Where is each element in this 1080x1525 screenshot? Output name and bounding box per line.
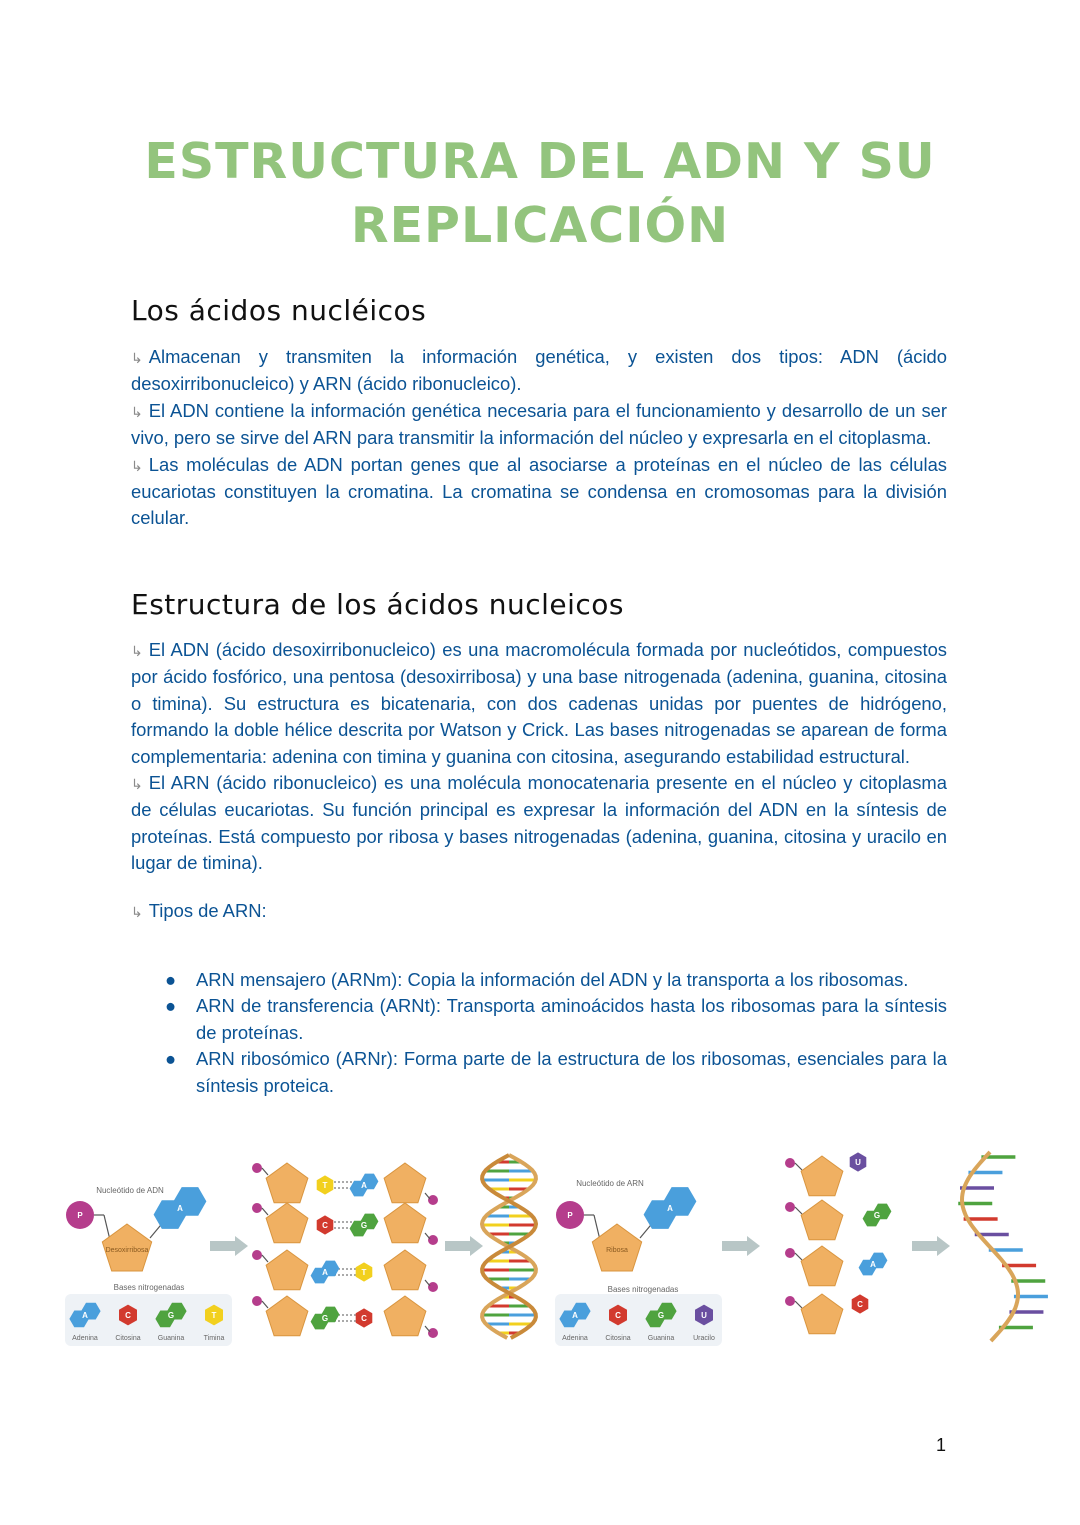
paragraph: ↳ El ADN (ácido desoxirribonucleico) es una macromolécula formada por nucleótidos, compuestos por ácido fosfórico, una pentosa (desoxirribosa) y una base nitrogenada (adenina, guanina, citosina o timina). Su estructura es bicatenaria, con dos cadenas unidas por puentes de hidrógeno, formando la doble hélice descrita por Watson y Crick. Las bases nitrogenadas se aparean de forma complementaria: adenina con timina y guanina con citosina, asegurando estabilidad estructural. <box>131 639 947 767</box>
bond-line <box>425 1326 430 1332</box>
sugar-pentagon <box>384 1250 426 1290</box>
bond-line <box>262 1301 268 1308</box>
phosphate-circle <box>428 1282 438 1292</box>
phosphate-circle <box>252 1163 262 1173</box>
arrow-icon: ↳ <box>131 350 143 366</box>
sugar-pentagon <box>266 1250 308 1290</box>
base-name-label: Citosina <box>605 1335 631 1342</box>
dna-bases-title: Bases nitrogenadas <box>113 1283 185 1292</box>
sugar-pentagon <box>801 1200 843 1240</box>
base-letter: G <box>873 1211 881 1220</box>
rna-nucleotide-label: Nucleótido de ARN <box>576 1179 644 1188</box>
list-item: ● ARN ribosómico (ARNr): Forma parte de la estructura de los ribosomas, esenciales para la síntesis proteica. <box>165 1048 947 1096</box>
base-name-label: Adenina <box>562 1335 588 1342</box>
section-heading-structure: Estructura de los ácidos nucleicos <box>131 588 625 621</box>
sugar-pentagon <box>384 1296 426 1336</box>
page-number: 1 <box>936 1435 947 1455</box>
base-letter: A <box>82 1311 88 1320</box>
base-letter: A <box>572 1311 578 1320</box>
bond-line <box>262 1255 268 1262</box>
sugar-pentagon <box>801 1246 843 1286</box>
title-line-1: ESTRUCTURA DEL ADN Y SU <box>144 133 936 190</box>
base-name-label: Guanina <box>647 1335 675 1342</box>
helix-strand <box>482 1155 536 1338</box>
base-letter: T <box>361 1268 367 1277</box>
paragraph: ↳ El ARN (ácido ribonucleico) es una molécula monocatenaria presente en el núcleo y citoplasma de células eucariotas. Su función principal es expresar la información del ADN en la síntesis de proteínas. Está compuesto por ribosa y bases nitrogenadas (adenina, guanina, citosina y uracilo en lugar de timina). <box>131 772 947 874</box>
rna-bases-title: Bases nitrogenadas <box>607 1285 679 1294</box>
arrow-right-icon <box>912 1236 950 1256</box>
base-letter: A <box>177 1204 183 1213</box>
phosphate-circle <box>252 1203 262 1213</box>
rna-types-list <box>165 967 947 1099</box>
sugar-pentagon <box>266 1203 308 1243</box>
sugar-pentagon <box>801 1294 843 1334</box>
bond-line <box>425 1280 430 1286</box>
base-letter: G <box>321 1314 329 1323</box>
section-heading-nucleic-acids: Los ácidos nucléicos <box>131 294 427 327</box>
phosphate-circle <box>428 1328 438 1338</box>
phosphate-circle <box>785 1202 795 1212</box>
base-name-label: Citosina <box>115 1335 141 1342</box>
bond-line <box>425 1233 430 1239</box>
base-letter: U <box>701 1311 707 1320</box>
page-title <box>0 130 1080 258</box>
bullet-icon: ● <box>165 969 177 990</box>
list-item: ● ARN mensajero (ARNm): Copia la información del ADN y la transporta a los ribosomas. <box>196 967 947 993</box>
paragraph: ↳ Tipos de ARN: <box>131 899 267 921</box>
base-letter: C <box>322 1221 328 1230</box>
bullet-icon: ● <box>165 1048 177 1070</box>
sugar-pentagon <box>384 1163 426 1203</box>
base-letter: A <box>667 1204 673 1213</box>
title-line-2: REPLICACIÓN <box>350 197 730 254</box>
phosphate-circle <box>785 1248 795 1258</box>
phosphate-circle <box>428 1235 438 1245</box>
bullet-icon: ● <box>165 995 177 1017</box>
arrow-right-icon <box>210 1236 248 1256</box>
arrow-icon: ↳ <box>131 776 143 793</box>
base-letter: A <box>361 1181 367 1190</box>
bond-line <box>594 1215 600 1240</box>
bond-line <box>262 1208 268 1215</box>
base-letter: C <box>615 1311 621 1320</box>
arrow-icon: ↳ <box>131 457 143 474</box>
base-letter: A <box>322 1268 328 1277</box>
base-letter: A <box>870 1260 876 1269</box>
phosphate-circle <box>785 1158 795 1168</box>
bond-line <box>795 1163 802 1170</box>
base-letter: G <box>360 1221 368 1230</box>
arrow-icon: ↳ <box>131 903 143 920</box>
sugar-label: Ribosa <box>606 1247 628 1254</box>
phosphate-letter: P <box>567 1211 573 1220</box>
base-letter: C <box>857 1300 863 1309</box>
base-letter: C <box>125 1311 131 1320</box>
base-name-label: Adenina <box>72 1335 98 1342</box>
phosphate-circle <box>252 1250 262 1260</box>
base-letter: C <box>361 1314 367 1323</box>
sugar-pentagon <box>801 1156 843 1196</box>
bond-line <box>795 1301 802 1308</box>
phosphate-circle <box>785 1296 795 1306</box>
bond-line <box>795 1253 802 1260</box>
phosphate-letter: P <box>77 1211 83 1220</box>
base-letter: U <box>855 1158 861 1167</box>
sugar-label: Desoxirribosa <box>105 1247 149 1254</box>
section1-body <box>131 344 947 532</box>
phosphate-circle <box>252 1296 262 1306</box>
base-name-label: Timina <box>203 1335 225 1342</box>
nucleotide-figure <box>0 1140 1080 1360</box>
arrow-icon: ↳ <box>131 403 143 420</box>
arrow-right-icon <box>445 1236 483 1256</box>
base-letter: G <box>657 1311 665 1320</box>
paragraph: ↳ El ADN contiene la información genética necesaria para el funcionamiento y desarrollo de un ser vivo, pero se sirve del ARN para transmitir la información del núcleo y expresarla en el citoplasma. <box>131 399 947 449</box>
base-letter: T <box>322 1181 328 1190</box>
section2-body <box>131 637 947 925</box>
base-name-label: Uracilo <box>693 1335 715 1342</box>
sugar-pentagon <box>266 1163 308 1203</box>
arrow-right-icon <box>722 1236 760 1256</box>
list-item: ● ARN de transferencia (ARNt): Transporta aminoácidos hasta los ribosomas para la síntesis de proteínas. <box>165 995 947 1043</box>
base-letter: T <box>211 1311 217 1320</box>
bond-line <box>425 1193 430 1199</box>
base-letter: G <box>167 1311 175 1320</box>
sugar-pentagon <box>266 1296 308 1336</box>
base-name-label: Guanina <box>157 1335 185 1342</box>
dna-nucleotide-label: Nucleótido de ADN <box>96 1186 164 1195</box>
sugar-pentagon <box>384 1203 426 1243</box>
arrow-icon: ↳ <box>131 643 143 659</box>
bond-line <box>262 1168 268 1175</box>
bond-line <box>795 1207 802 1214</box>
paragraph: ↳ Almacenan y transmiten la información genética, y existen dos tipos: ADN (ácido desoxirribonucleico) y ARN (ácido ribonucleico). <box>131 346 947 395</box>
phosphate-circle <box>428 1195 438 1205</box>
paragraph: ↳ Las moléculas de ADN portan genes que al asociarse a proteínas en el núcleo de las células eucariotas constituyen la cromatina. La cromatina se condensa en cromosomas para la división celular. <box>131 453 947 529</box>
bond-line <box>104 1215 110 1240</box>
